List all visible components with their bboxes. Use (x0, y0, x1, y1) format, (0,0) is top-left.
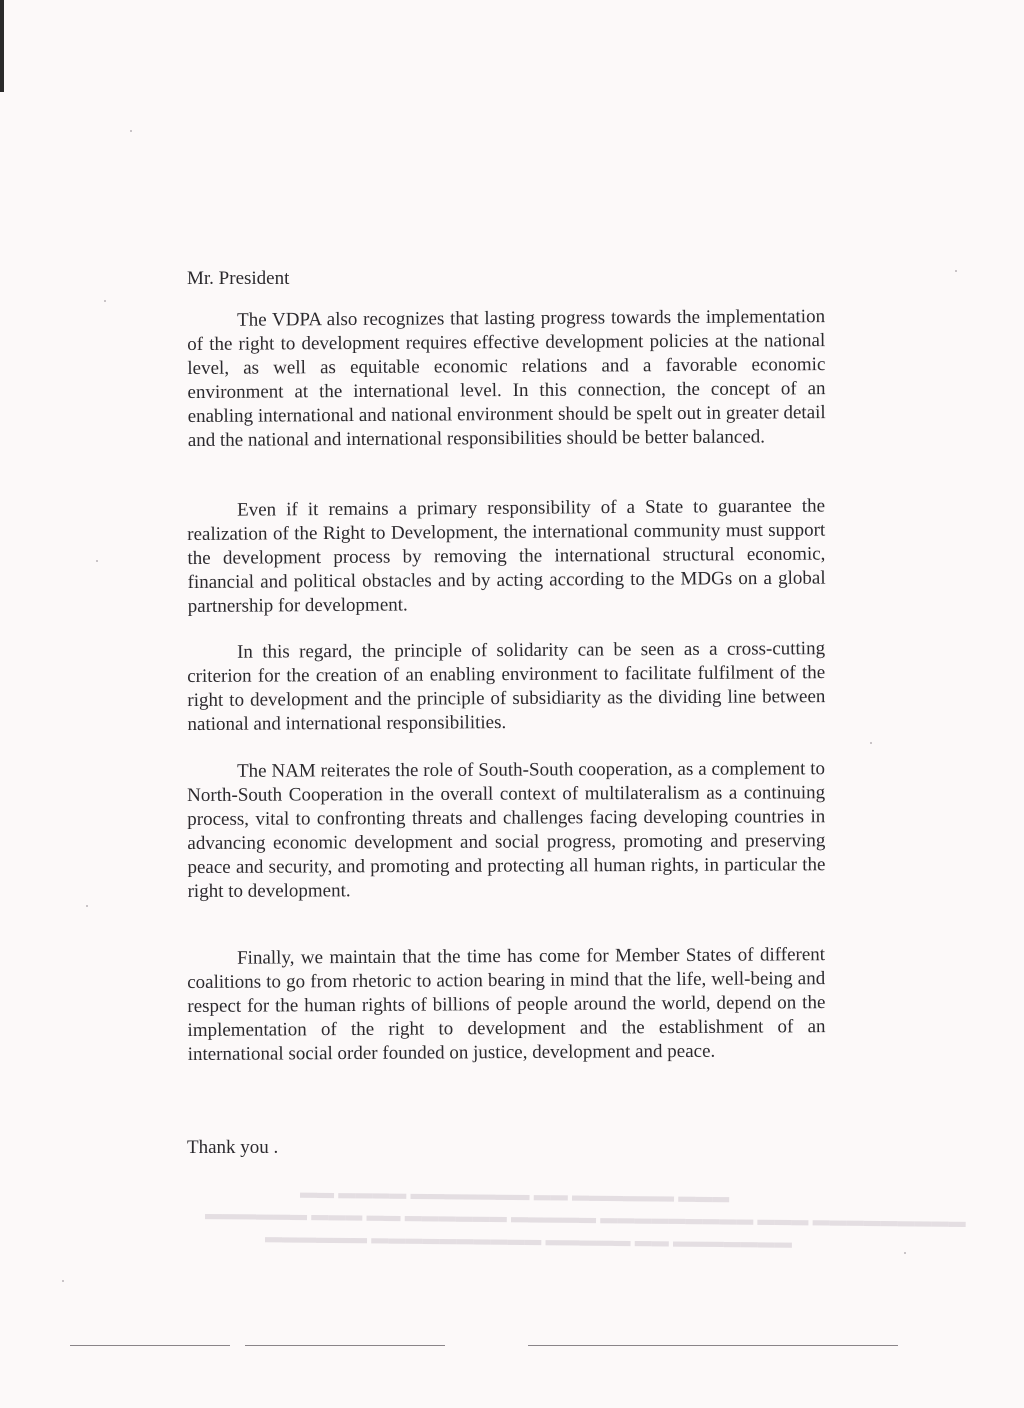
closing-line: Thank you . (187, 1137, 279, 1158)
scan-speck (86, 905, 88, 907)
scan-speck (870, 742, 872, 744)
scan-speck (96, 560, 98, 562)
bleed-through-text: ▬▬▬ ▬▬▬▬▬▬ ▬▬ ▬▬▬▬▬▬▬ ▬▬▬▬ ▬▬ (299, 1182, 730, 1207)
scan-speck (62, 1280, 64, 1282)
scan-speck (104, 300, 106, 302)
bleed-through-text: ▬▬▬▬▬▬▬▬▬ ▬▬▬ ▬▬▬▬▬▬▬▬▬ ▬▬▬▬▬ ▬▬▬▬▬▬ ▬▬ ▬▬▬ ▬▬▬▬▬▬ (204, 1204, 966, 1231)
footer-rule (245, 1345, 445, 1346)
paragraph: In this regard, the principle of solidarity can be seen as a cross-cutting criterion for the creation of an enabling environment to facilitate fulfilment of the right to development and the principle of subsidiarity as the dividing line between national and international responsibilities. (187, 638, 826, 735)
paragraph: Even if it remains a primary responsibility of a State to guarantee the realization of the Right to Development, the international community must support the development process by removing the international structural economic, financial and political obstacles and by acting according to the MDGs on a global partnership for development. (187, 495, 826, 617)
scan-binding-edge (0, 0, 4, 92)
scan-speck (130, 130, 132, 132)
scan-speck (955, 270, 957, 272)
paragraph: The NAM reiterates the role of South-South cooperation, as a complement to North-South Cooperation in the overall context of multilateralism as a continuing process, vital to confronting threats and challenges facing developing countries in advancing economic development and social progress, promoting and preserving peace and security, and promoting and protecting all human rights, in particular the right to development. (187, 758, 826, 902)
salutation: Mr. President (187, 268, 290, 289)
footer-rule (70, 1345, 230, 1346)
scan-speck (904, 1252, 906, 1254)
paragraph: Finally, we maintain that the time has come for Member States of different coalitions to go from rhetoric to action bearing in mind that the life, well-being and respect for the human rights of billions of people around the world, depend on the implementation of the right to development and the establishment of an international social order founded on justice, development and peace. (187, 944, 826, 1065)
bleed-through-text: ▬▬▬▬▬▬▬ ▬▬ ▬▬▬▬▬ ▬▬▬▬▬▬▬▬▬▬ ▬▬▬▬▬▬ (264, 1227, 793, 1252)
paragraph: The VDPA also recognizes that lasting progress towards the implementation of the right to development requires effective development policies at the national level, as well as equitable economic relations and a favorable economic environment at the international level. In this connection, the concept of an enabling international and national environment should be spelt out in greater detail and the national and international responsibilities should be better balanced. (187, 306, 826, 451)
footer-rule (528, 1345, 898, 1346)
